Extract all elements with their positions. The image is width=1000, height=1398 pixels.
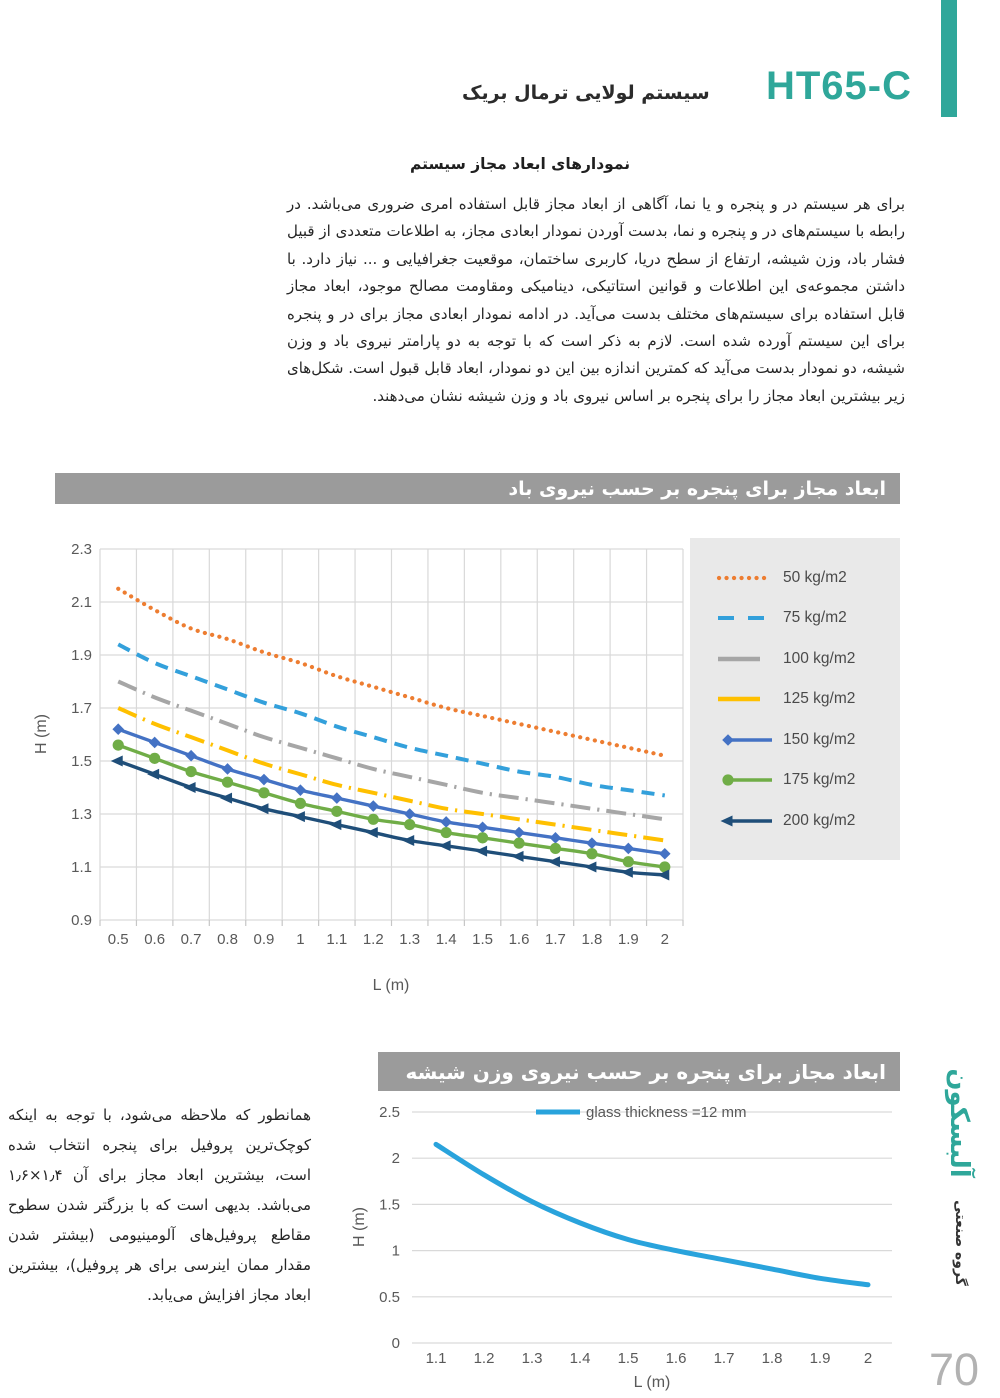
legend-label: 150 kg/m2: [783, 730, 856, 748]
legend-line-icon: [716, 813, 774, 829]
header-title: سیستم لولایی ترمال بریک: [462, 82, 710, 104]
svg-text:1: 1: [391, 1242, 400, 1260]
svg-text:1.7: 1.7: [545, 931, 566, 948]
svg-text:H (m): H (m): [33, 714, 50, 754]
svg-text:2: 2: [863, 1350, 873, 1367]
legend-label: 75 kg/m2: [783, 609, 847, 626]
legend-item: [716, 731, 900, 749]
svg-text:L (m): L (m): [372, 977, 410, 994]
legend-item: [716, 609, 900, 627]
svg-text:1.4: 1.4: [569, 1350, 591, 1367]
svg-text:1.7: 1.7: [71, 700, 92, 717]
svg-text:0.5: 0.5: [379, 1288, 400, 1306]
legend-line-icon: [716, 732, 774, 748]
svg-text:1.6: 1.6: [665, 1350, 687, 1367]
page-number: 70: [928, 1344, 980, 1395]
svg-text:1.5: 1.5: [617, 1350, 639, 1367]
svg-text:1.5: 1.5: [472, 931, 494, 948]
legend-label: 200 kg/m2: [783, 811, 856, 829]
side-note: همانطور که ملاحظه می‌شود، با توجه به اینکه کوچک‌ترین پروفیل برای پنجره انتخاب شده است، بیشترین ابعاد مجاز برای آن ۱٫۴×۱٫۶ می‌باشد. بدیهی است که با بزرگتر شدن سطوح مقاطع پروفیل‌های آلومینیومی (بیشتر شدن مقدار ممان اینرسی برای هر پروفیل)، بیشترین ابعاد مجاز افزایش می‌یابد.: [8, 1106, 311, 1304]
svg-text:H (m): H (m): [351, 1207, 368, 1247]
glass-chart: [340, 1095, 920, 1395]
svg-text:0.9: 0.9: [71, 912, 92, 929]
svg-text:1.2: 1.2: [362, 931, 384, 948]
svg-text:1.8: 1.8: [761, 1350, 783, 1367]
svg-text:1.8: 1.8: [581, 931, 603, 948]
brand-group: گروه صنعتی: [952, 1200, 968, 1286]
svg-text:1.3: 1.3: [71, 806, 92, 823]
brand-name: آلبسکون: [944, 1068, 974, 1178]
legend-line-icon: [716, 651, 774, 667]
glass-chart-title: ابعاد مجاز برای پنجره بر حسب نیروی وزن شیشه: [378, 1052, 900, 1091]
svg-text:0.7: 0.7: [180, 931, 202, 948]
svg-text:1.2: 1.2: [473, 1350, 495, 1367]
svg-text:1.6: 1.6: [508, 931, 530, 948]
wind-chart-legend: [690, 538, 900, 860]
legend-line-icon: [716, 610, 774, 626]
svg-text:1.5: 1.5: [379, 1196, 400, 1214]
accent-bar: [941, 0, 957, 117]
legend-label: 50 kg/m2: [783, 568, 847, 586]
svg-text:2.3: 2.3: [71, 541, 92, 558]
svg-text:0: 0: [391, 1335, 400, 1352]
svg-text:1.9: 1.9: [617, 931, 639, 948]
product-code: HT65-C: [765, 64, 912, 108]
svg-text:1: 1: [296, 931, 305, 948]
svg-text:1.7: 1.7: [713, 1350, 735, 1367]
legend-item: [716, 771, 900, 789]
svg-text:2.1: 2.1: [71, 594, 92, 611]
svg-text:0.8: 0.8: [217, 931, 238, 948]
legend-line-icon: [716, 772, 774, 788]
svg-text:glass thickness =12 mm: glass thickness =12 mm: [586, 1104, 747, 1121]
intro-paragraph: برای هر سیستم در و پنجره و یا نما، آگاهی از ابعاد مجاز قابل استفاده امری ضروری می‌باشد. در رابطه با سیستم‌های در و پنجره و نما، بدست آوردن نمودار ابعادی مجاز، به اطلاعات متعددی از قبیل فشار باد، وزن شیشه، ارتفاع از سطح دریا، کاربری ساختمان، موقعیت جغرافیایی و ... نیاز دارد. با داشتن مجموعه‌ی این اطلاعات و قوانین استاتیکی، دینامیکی ومقاومت مصالح موجود، ابعاد مجاز قابل استفاده برای سیستم‌های مختلف بدست می‌آید. در ادامه نمودار ابعادی مجاز برای در و پنجره برای این سیستم آورده شده است. لازم به ذکر است که با توجه به دو پارامتر نیروی باد و وزن شیشه، دو نمودار بدست می‌آید که کمترین اندازه بین این دو نمودار، ابعاد قابل قبول است. شکل‌های زیر بیشترین ابعاد مجاز را برای پنجره بر اساس نیروی باد و وزن شیشه نشان می‌دهند.: [287, 195, 905, 405]
legend-item: [716, 690, 900, 708]
legend-item: [716, 812, 900, 830]
svg-text:1.1: 1.1: [71, 859, 92, 876]
svg-text:1.9: 1.9: [809, 1350, 831, 1367]
legend-label: 175 kg/m2: [783, 771, 856, 788]
legend-item: [716, 650, 900, 668]
legend-label: 100 kg/m2: [783, 649, 856, 667]
svg-text:1.5: 1.5: [71, 753, 92, 770]
svg-text:0.5: 0.5: [107, 931, 129, 948]
svg-text:0.6: 0.6: [144, 931, 166, 948]
wind-chart-title: ابعاد مجاز برای پنجره بر حسب نیروی باد: [55, 473, 900, 504]
legend-line-icon: [716, 570, 774, 586]
section-heading: نمودارهای ابعاد مجاز سیستم: [410, 155, 631, 173]
legend-line-icon: [716, 691, 774, 707]
svg-text:1.4: 1.4: [435, 931, 457, 948]
wind-chart: [30, 530, 690, 1010]
svg-text:2: 2: [391, 1150, 400, 1168]
svg-text:1.1: 1.1: [425, 1350, 447, 1367]
svg-text:2.5: 2.5: [379, 1104, 400, 1121]
svg-text:1.3: 1.3: [521, 1350, 543, 1367]
svg-text:1.3: 1.3: [399, 931, 421, 948]
legend-label: 125 kg/m2: [783, 690, 856, 707]
svg-text:L (m): L (m): [633, 1374, 671, 1391]
svg-text:1.9: 1.9: [71, 647, 92, 664]
svg-text:1.1: 1.1: [326, 931, 348, 948]
svg-text:2: 2: [660, 931, 669, 948]
legend-item: [716, 569, 900, 587]
svg-text:0.9: 0.9: [253, 931, 275, 948]
